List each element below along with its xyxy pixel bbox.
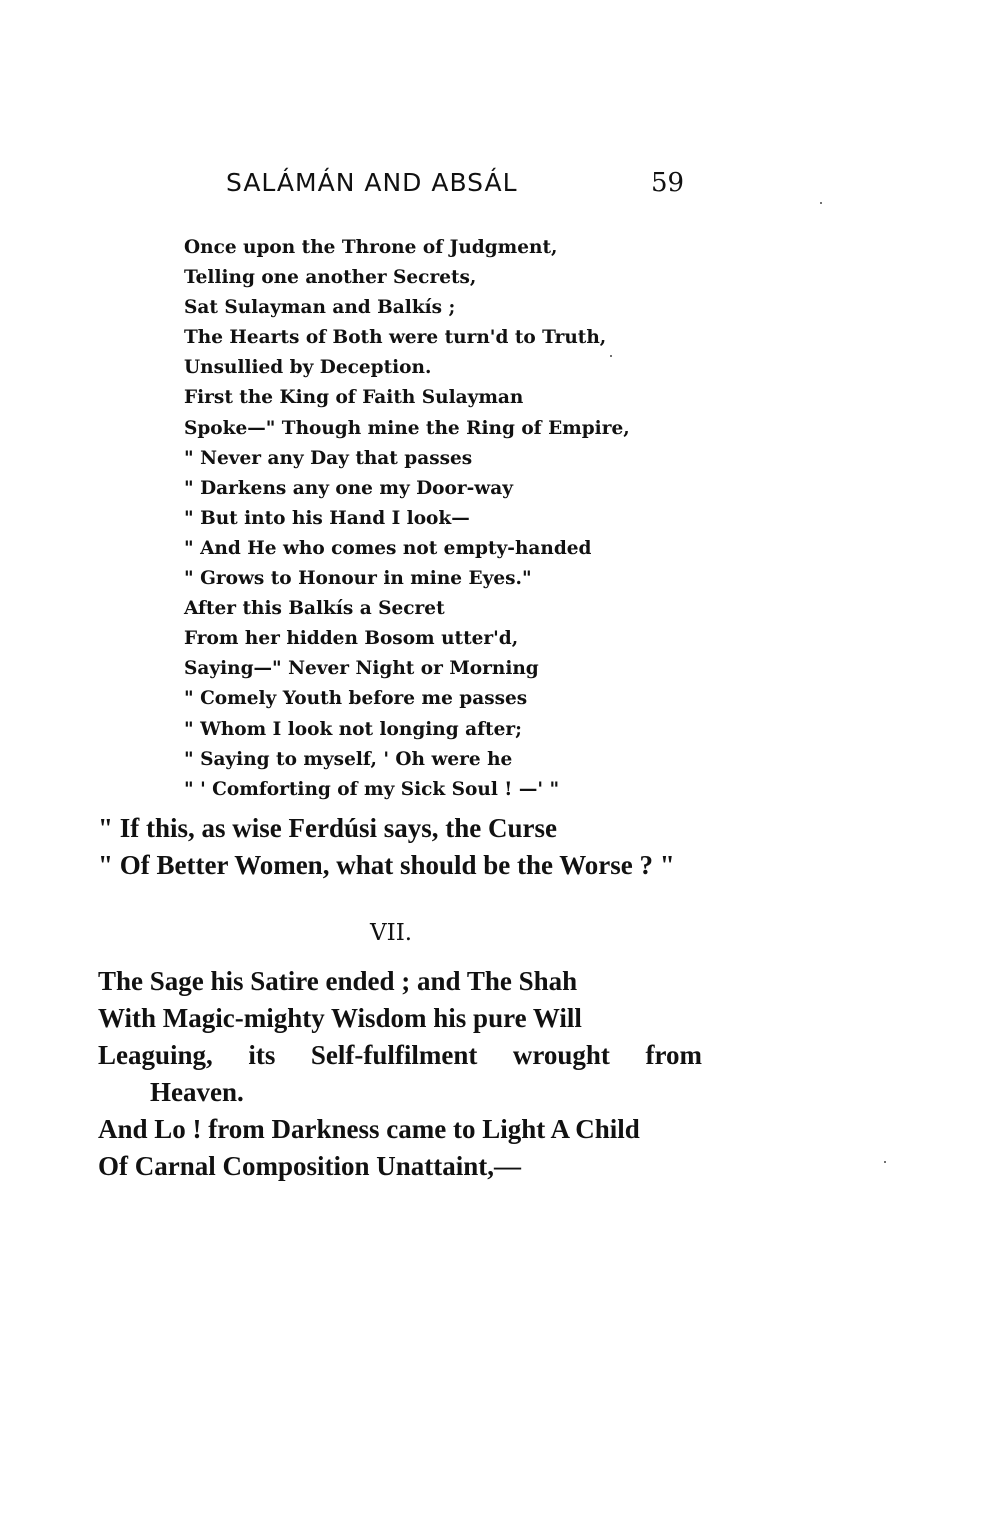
verse-line: " Never any Day that passes <box>184 447 473 469</box>
verse-line: " Whom I look not longing after; <box>184 718 522 740</box>
scan-speck <box>610 355 612 357</box>
couplet-line: " Of Better Women, what should be the Worse ? " <box>98 850 675 880</box>
stanza-word: its <box>248 1040 276 1070</box>
stanza-line: And Lo ! from Darkness came to Light A Child <box>98 1114 640 1144</box>
stanza-line: With Magic-mighty Wisdom his pure Will <box>98 1003 582 1033</box>
verse-line: Sat Sulayman and Balkís ; <box>184 297 456 319</box>
verse-line: " Comely Youth before me passes <box>184 688 528 710</box>
verse-line: " But into his Hand I look— <box>184 507 470 529</box>
stanza-word: Leaguing, <box>98 1040 213 1070</box>
verse-line: " Grows to Honour in mine Eyes." <box>184 568 532 590</box>
stanza-word: Self-fulfilment <box>310 1040 478 1070</box>
page-number: 59 <box>651 168 685 198</box>
running-header-title: SALÁMÁN AND ABSÁL <box>226 168 518 197</box>
verse-line: " And He who comes not empty-handed <box>184 537 592 559</box>
verse-line: Unsullied by Deception. <box>184 357 432 379</box>
verse-line: The Hearts of Both were turn'd to Truth, <box>184 327 607 349</box>
verse-line: " Darkens any one my Door-way <box>184 477 513 499</box>
stanza-word: wrought <box>512 1040 610 1070</box>
verse-line: After this Balkís a Secret <box>184 598 445 620</box>
verse-line: " ' Comforting of my Sick Soul ! —' " <box>184 778 560 800</box>
stanza-word: from <box>645 1040 702 1070</box>
scan-speck <box>820 202 822 204</box>
section-heading: VII. <box>370 920 413 946</box>
stanza-line-justified <box>98 1037 702 1074</box>
section-stanza <box>98 963 708 1185</box>
verse-line: First the King of Faith Sulayman <box>184 387 524 409</box>
inner-verse <box>184 233 630 805</box>
verse-line: From her hidden Bosom utter'd, <box>184 628 519 650</box>
closing-couplet <box>98 810 675 884</box>
stanza-line: Of Carnal Composition Unattaint,— <box>98 1151 522 1181</box>
verse-line: Once upon the Throne of Judgment, <box>184 237 558 258</box>
verse-line: Spoke—" Though mine the Ring of Empire, <box>184 417 630 439</box>
stanza-line: The Sage his Satire ended ; and The Shah <box>98 966 578 996</box>
scan-speck <box>884 1161 886 1163</box>
verse-line: Saying—" Never Night or Morning <box>184 658 539 680</box>
verse-line: " Saying to myself, ' Oh were he <box>184 748 513 770</box>
couplet-line: " If this, as wise Ferdúsi says, the Curse <box>98 813 557 843</box>
verse-line: Telling one another Secrets, <box>184 267 477 289</box>
stanza-line-continuation: Heaven. <box>150 1077 244 1107</box>
